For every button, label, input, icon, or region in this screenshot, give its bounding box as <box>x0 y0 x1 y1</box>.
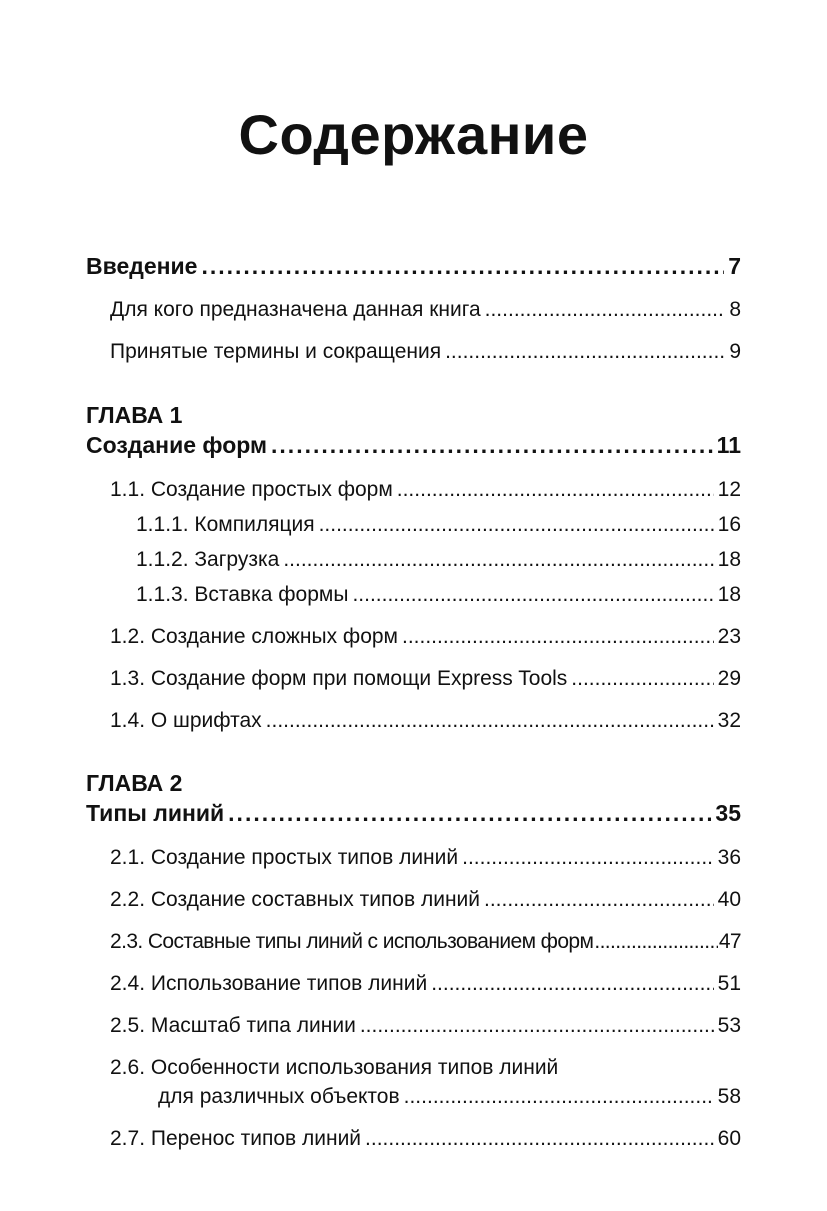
dot-leader <box>431 972 713 996</box>
toc-entry-title: Введение <box>86 253 198 279</box>
page-title: Содержание <box>238 103 589 166</box>
toc-entry[interactable] <box>158 1085 741 1117</box>
toc-page-number: 40 <box>717 888 741 911</box>
dot-leader <box>462 846 714 870</box>
toc-entry-title: 1.1.2. Загрузка <box>136 548 280 571</box>
toc-entry[interactable] <box>110 972 741 1004</box>
toc-entry[interactable] <box>136 583 741 615</box>
toc-entry-title: 2.4. Использование типов линий <box>110 972 428 995</box>
toc-page-number: 11 <box>716 432 741 458</box>
dot-leader <box>201 253 724 280</box>
toc-page-number: 23 <box>717 625 741 648</box>
dot-leader <box>319 513 714 537</box>
dot-leader <box>485 298 726 322</box>
toc-entry-intro[interactable] <box>86 253 741 289</box>
toc-page-number: 8 <box>729 298 741 321</box>
toc-entry-title: для различных объектов <box>158 1085 400 1108</box>
toc-entry[interactable] <box>110 298 741 330</box>
toc-entry[interactable] <box>110 846 741 878</box>
toc-page-number: 47 <box>718 930 741 953</box>
toc-entry-title: 2.7. Перенос типов линий <box>110 1127 362 1150</box>
toc-entry-title: Создание форм <box>86 432 268 458</box>
toc-entry-chapter-2[interactable] <box>86 800 741 836</box>
dot-leader <box>352 583 713 607</box>
toc-page-number: 18 <box>717 583 741 606</box>
dot-leader <box>571 667 713 691</box>
toc-entry[interactable] <box>110 478 741 510</box>
toc-entry-title: 1.4. О шрифтах <box>110 709 262 732</box>
dot-leader <box>360 1014 714 1038</box>
toc-entry[interactable] <box>110 888 741 920</box>
toc-entry-title-line1[interactable]: 2.6. Особенности использования типов линий <box>110 1056 559 1079</box>
dot-leader <box>397 478 714 502</box>
toc-entry-title: 2.5. Масштаб типа линии <box>110 1014 356 1037</box>
toc-page-number: 58 <box>717 1085 741 1108</box>
toc-page-number: 29 <box>717 667 741 690</box>
toc-entry-chapter-1[interactable] <box>86 432 741 468</box>
dot-leader <box>404 1085 714 1109</box>
toc-entry[interactable] <box>136 513 741 545</box>
toc-entry-title: 2.3. Составные типы линий с использованием форм <box>110 930 594 953</box>
toc-entry-title: 1.2. Создание сложных форм <box>110 625 398 648</box>
toc-entry-title: Для кого предназначена данная книга <box>110 298 481 321</box>
toc-entry[interactable] <box>110 1127 741 1159</box>
toc-entry-title: 1.1.3. Вставка формы <box>136 583 349 606</box>
toc-page-number: 32 <box>717 709 741 732</box>
toc-page-number: 35 <box>715 800 741 826</box>
chapter-label: ГЛАВА 1 <box>86 402 183 428</box>
toc-entry[interactable] <box>136 548 741 580</box>
dot-leader <box>445 340 725 364</box>
dot-leader <box>365 1127 714 1151</box>
dot-leader <box>228 800 711 827</box>
toc-page-number: 60 <box>717 1127 741 1150</box>
toc-page-number: 51 <box>717 972 741 995</box>
toc-entry[interactable] <box>110 1014 741 1046</box>
toc-page-number: 7 <box>728 253 741 279</box>
dot-leader <box>271 432 713 459</box>
chapter-label: ГЛАВА 2 <box>86 770 183 796</box>
toc-entry[interactable] <box>110 667 741 699</box>
toc-entry[interactable] <box>110 709 741 741</box>
toc-entry-title: 2.1. Создание простых типов линий <box>110 846 459 869</box>
toc-page-number: 9 <box>729 340 741 363</box>
dot-leader <box>266 709 714 733</box>
dot-leader <box>484 888 714 912</box>
dot-leader <box>402 625 714 649</box>
toc-entry-title: 1.3. Создание форм при помощи Express Tools <box>110 667 568 690</box>
toc-entry-title: 1.1. Создание простых форм <box>110 478 393 501</box>
toc-entry-title: 2.2. Создание составных типов линий <box>110 888 481 911</box>
toc-entry-title: Типы линий <box>86 800 225 826</box>
dot-leader <box>594 930 718 954</box>
toc-page-number: 12 <box>717 478 741 501</box>
toc-entry[interactable] <box>110 340 741 372</box>
toc-page-number: 16 <box>717 513 741 536</box>
toc-entry[interactable] <box>110 625 741 657</box>
toc-page-number: 53 <box>717 1014 741 1037</box>
toc-page-number: 36 <box>717 846 741 869</box>
toc-entry[interactable] <box>110 930 741 962</box>
toc-page-number: 18 <box>717 548 741 571</box>
toc-entry-title: 1.1.1. Компиляция <box>136 513 315 536</box>
toc-entry-title: Принятые термины и сокращения <box>110 340 442 363</box>
dot-leader <box>283 548 713 572</box>
